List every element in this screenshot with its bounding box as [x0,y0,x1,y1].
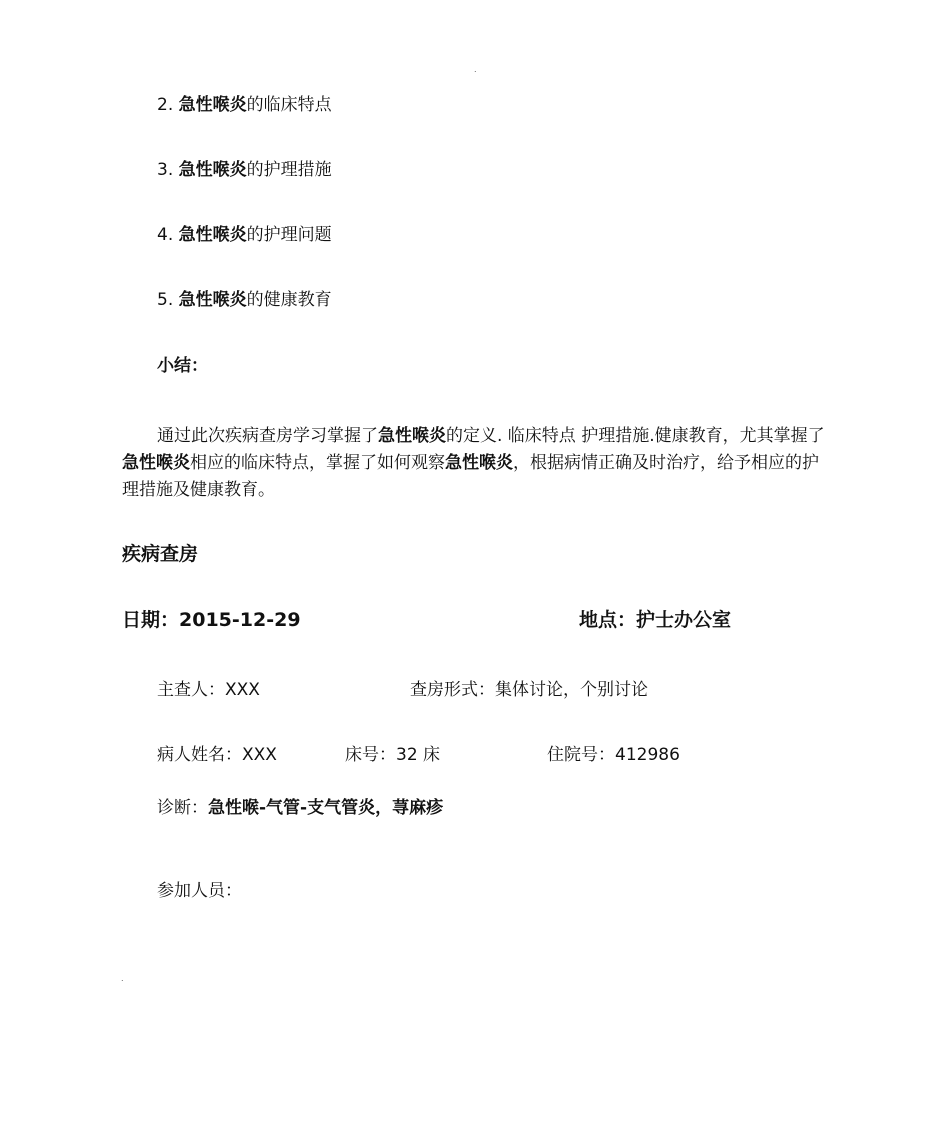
summary-text-3: 相应的临床特点，掌握了如何观察 [190,453,445,473]
outline-text: 的护理措施 [246,160,332,180]
outline-text: 的健康教育 [246,290,332,310]
footer-mark: . [121,974,124,983]
outline-item-5 [157,289,332,311]
outline-item-3 [157,159,332,181]
diagnosis-line [157,797,443,819]
outline-bold-term: 急性喉炎 [178,290,247,310]
outline-bold-term: 急性喉炎 [178,160,247,180]
outline-item-2 [157,94,332,116]
admission-number: 住院号：412986 [547,745,680,765]
patient-name: 病人姓名：XXX [157,745,277,765]
bed-number: 床号：32 床 [345,745,441,765]
rounds-format: 查房形式：集体讨论，个别讨论 [410,680,648,700]
outline-number: 3. [157,160,174,180]
outline-text: 的临床特点 [246,95,332,115]
summary-text-4: ，根据病情正确及时治疗，给予相应的护理措施及健康教育。 [122,453,819,500]
diagnosis-value: 急性喉-气管-支气管炎，荨麻疹 [208,798,444,818]
diagnosis-label: 诊断： [157,798,208,818]
outline-number: 4. [157,225,174,245]
location-line: 地点：护士办公室 [579,609,732,631]
header-mark: . [474,65,477,74]
outline-bold-term: 急性喉炎 [178,225,247,245]
summary-text-2: 的定义. 临床特点 护理措施.健康教育，尤其掌握了 [446,426,825,446]
host-label: 主查人：XXX [157,680,260,700]
outline-item-4 [157,224,332,246]
outline-number: 2. [157,95,174,115]
summary-paragraph [122,423,834,504]
summary-heading: 小结： [157,356,208,376]
outline-text: 的护理问题 [246,225,332,245]
date-line: 日期：2015-12-29 [122,609,301,631]
summary-text-1: 通过此次疾病查房学习掌握了 [157,426,378,446]
participants-label: 参加人员： [157,881,242,901]
outline-bold-term: 急性喉炎 [178,95,247,115]
outline-number: 5. [157,290,174,310]
summary-bold-1: 急性喉炎 [378,426,446,446]
summary-bold-3: 急性喉炎 [445,453,513,473]
summary-bold-2: 急性喉炎 [122,453,190,473]
section-title: 疾病查房 [122,543,199,565]
